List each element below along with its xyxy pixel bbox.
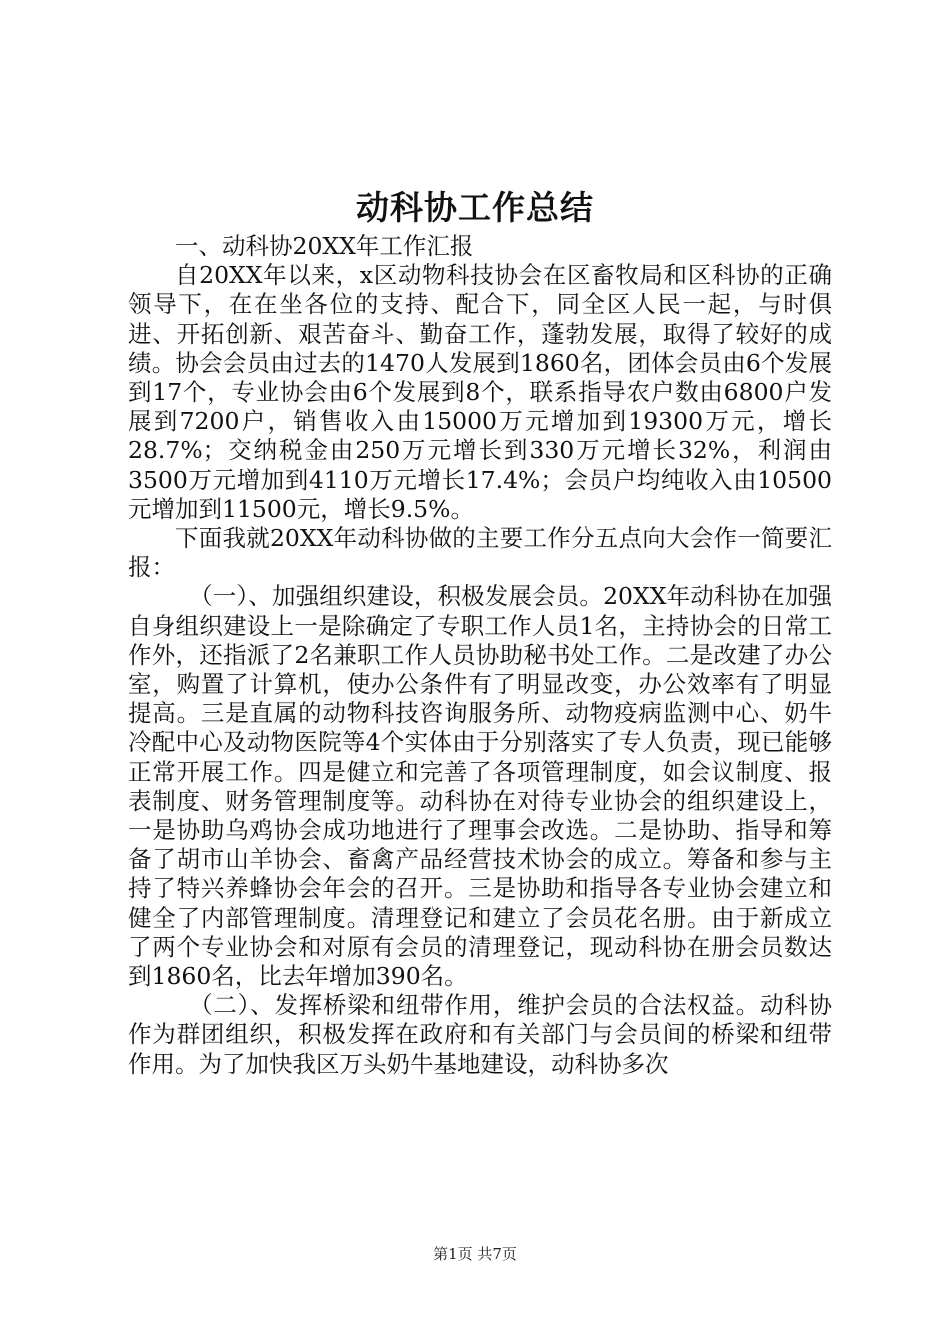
document-body bbox=[128, 232, 832, 1079]
document-title: 动科协工作总结 bbox=[356, 188, 594, 227]
page-footer: 第1页 共7页 bbox=[433, 1245, 517, 1263]
paragraph-item-1: （一）、加强组织建设，积极发展会员。20XX年动科协在加强自身组织建设上一是除确定了专职工作人员1名，主持协会的日常工作外，还指派了2名兼职工作人员协助秘书处工作。二是改建了办公室，购置了计算机，使办公条件有了明显改变，办公效率有了明显提高。三是直属的动物科技咨询服务所、动物疫病监测中心、奶牛冷配中心及动物医院等4个实体由于分别落实了专人负责，现已能够正常开展工作。四是健立和完善了各项管理制度，如会议制度、报表制度、财务管理制度等。动科协在对待专业协会的组织建设上，一是协助乌鸡协会成功地进行了理事会改选。二是协助、指导和筹备了胡市山羊协会、畜禽产品经营技术协会的成立。筹备和参与主持了特兴养蜂协会年会的召开。三是协助和指导各专业协会建立和健全了内部管理制度。清理登记和建立了会员花名册。由于新成立了两个专业协会和对原有会员的清理登记，现动科协在册会员数达到1860名，比去年增加390名。 bbox=[128, 582, 832, 991]
section-heading: 一、动科协20XX年工作汇报 bbox=[175, 232, 474, 260]
paragraph-intro: 下面我就20XX年动科协做的主要工作分五点向大会作一简要汇报： bbox=[128, 524, 832, 582]
paragraph-item-2: （二）、发挥桥梁和纽带作用，维护会员的合法权益。动科协作为群团组织，积极发挥在政府和有关部门与会员间的桥梁和纽带作用。为了加快我区万头奶牛基地建设，动科协多次 bbox=[128, 991, 832, 1078]
paragraph-overview: 自20XX年以来，x区动物科技协会在区畜牧局和区科协的正确领导下，在在坐各位的支持、配合下，同全区人民一起，与时俱进、开拓创新、艰苦奋斗、勤奋工作，蓬勃发展，取得了较好的成绩。协会会员由过去的1470人发展到1860名，团体会员由6个发展到17个，专业协会由6个发展到8个，联系指导农户数由6800户发展到7200户，销售收入由15000万元增加到19300万元，增长28.7%；交纳税金由250万元增长到330万元增长32%，利润由3500万元增加到4110万元增长17.4%；会员户均纯收入由10500元增加到11500元，增长9.5%。 bbox=[128, 261, 832, 523]
